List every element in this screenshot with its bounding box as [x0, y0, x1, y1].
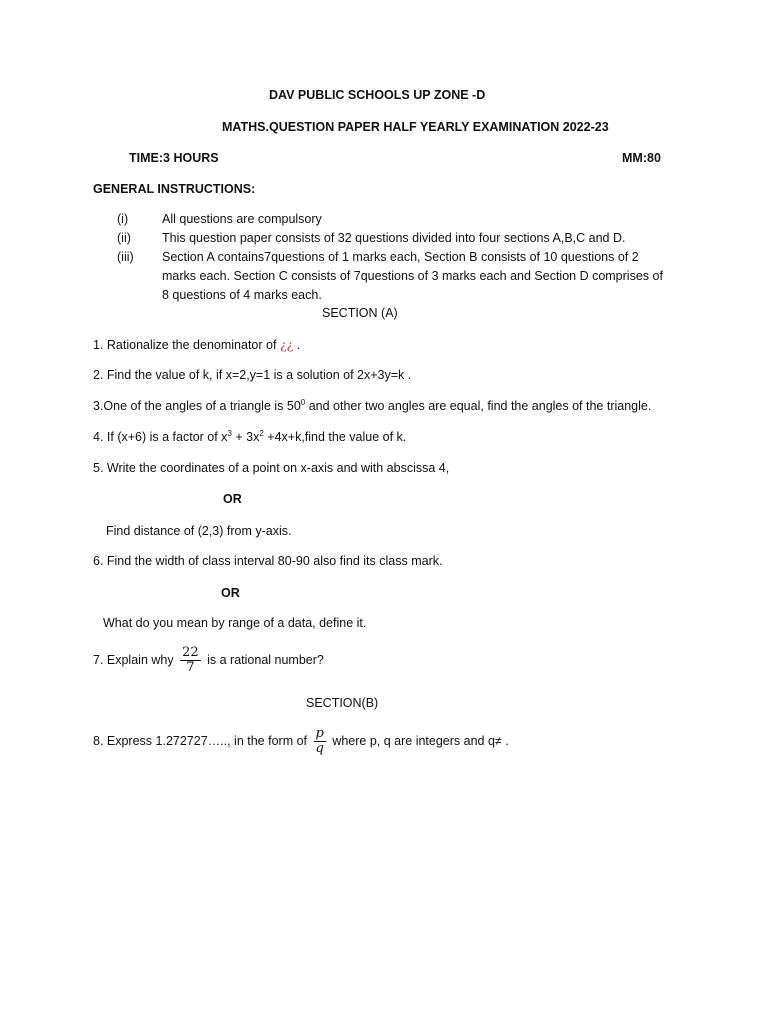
- fraction-denominator: 7: [180, 660, 201, 675]
- school-title: DAV PUBLIC SCHOOLS UP ZONE -D: [269, 88, 486, 102]
- question-text: and other two angles are equal, find the angles of the triangle.: [308, 399, 652, 413]
- instruction-number: (ii): [117, 231, 131, 245]
- instruction-text: This question paper consists of 32 questions divided into four sections A,B,C and D.: [162, 231, 626, 245]
- question-6: 6. Find the width of class interval 80-90 also find its class mark.: [93, 554, 443, 568]
- question-text: .: [296, 338, 301, 352]
- or-label: OR: [221, 586, 240, 600]
- instruction-continuation: 8 questions of 4 marks each.: [162, 288, 322, 302]
- question-text: is a rational number?: [207, 652, 324, 667]
- question-text: 8. Express 1.272727….., in the form of: [93, 733, 308, 748]
- instruction-text: Section A contains7questions of 1 marks each, Section B consists of 10 questions of 2: [162, 250, 639, 264]
- question-1: [93, 337, 300, 352]
- exponent: 3: [227, 429, 232, 438]
- question-2: 2. Find the value of k, if x=2,y=1 is a solution of 2x+3y=k .: [93, 368, 412, 382]
- fraction: [314, 727, 326, 756]
- fraction: [180, 646, 201, 675]
- fraction-denominator: q: [315, 741, 324, 756]
- question-5-alternative: Find distance of (2,3) from y-axis.: [106, 524, 292, 538]
- max-marks-label: MM:80: [622, 151, 661, 165]
- section-b-heading: SECTION(B): [306, 696, 379, 710]
- section-a-heading: SECTION (A): [322, 306, 398, 320]
- exam-title: MATHS.QUESTION PAPER HALF YEARLY EXAMINATION 2022-23: [222, 120, 609, 134]
- instruction-number: (iii): [117, 250, 134, 264]
- instructions-heading: GENERAL INSTRUCTIONS:: [93, 182, 256, 196]
- broken-math-symbol: ¿¿: [279, 337, 294, 352]
- question-text: 4. If (x+6) is a factor of x: [93, 430, 228, 444]
- instruction-text: All questions are compulsory: [162, 212, 322, 226]
- instruction-number: (i): [117, 212, 129, 226]
- question-7: [93, 646, 324, 675]
- question-3: [93, 399, 651, 413]
- question-text: 1. Rationalize the denominator of: [93, 338, 277, 352]
- question-text: where p, q are integers and q≠ .: [332, 733, 509, 748]
- exponent: 2: [259, 429, 264, 438]
- time-label: TIME:3 HOURS: [129, 151, 219, 165]
- fraction-numerator: 22: [182, 645, 199, 660]
- degree-superscript: 0: [300, 398, 306, 407]
- question-5: 5. Write the coordinates of a point on x-axis and with abscissa 4,: [93, 461, 450, 475]
- question-4: [93, 430, 406, 444]
- question-text: +4x+k,find the value of k.: [263, 430, 407, 444]
- question-6-alternative: What do you mean by range of a data, define it.: [103, 616, 367, 630]
- or-label: OR: [223, 492, 242, 506]
- question-text: 7. Explain why: [93, 652, 174, 667]
- question-text: + 3x: [231, 430, 260, 444]
- fraction-numerator: p: [315, 726, 324, 741]
- question-text: 3.One of the angles of a triangle is 50: [93, 399, 301, 413]
- instruction-continuation: marks each. Section C consists of 7questions of 3 marks each and Section D comprises of: [162, 269, 663, 283]
- question-8: [93, 727, 509, 756]
